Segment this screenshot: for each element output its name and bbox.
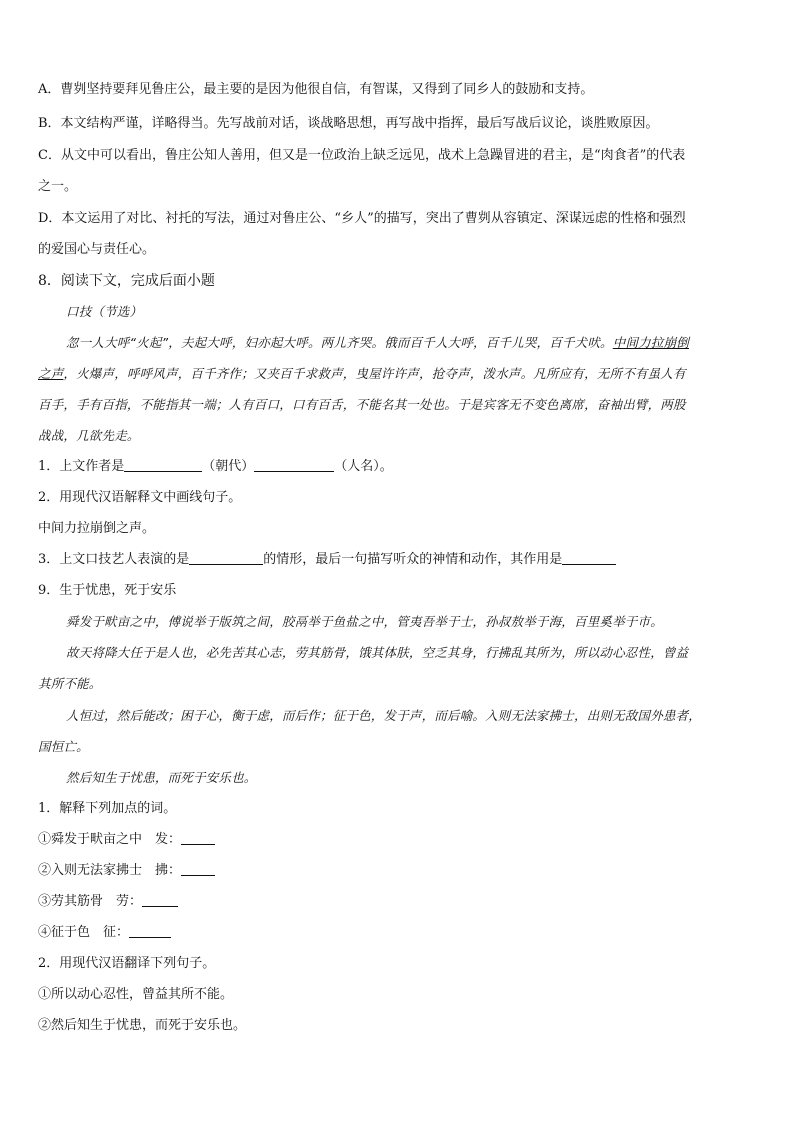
q8-sq1-dynasty-label: （朝代） — [202, 459, 255, 474]
answer-blank[interactable] — [142, 892, 178, 907]
q9-passage-p2-line2: 其所不能。 — [38, 676, 102, 691]
q9-sentence-1: ①所以动心忍性，曾益其所不能。 — [38, 987, 234, 1002]
q9-subquestion-1: 1．解释下列加点的词。 — [38, 801, 177, 816]
q9-word-1 — [38, 830, 215, 850]
q7-option-a: A．曹刿坚持要拜见鲁庄公，最主要的是因为他很自信，有智谋，又得到了同乡人的鼓励和支持。 — [38, 82, 594, 97]
q9-word-2 — [38, 861, 215, 881]
q8-passage-title: 口技（节选） — [66, 304, 143, 319]
q7-option-d-line2: 的爱国心与责任心。 — [38, 242, 156, 257]
q8-passage-line3: 百手，手有百指，不能指其一端；人有百口，口有百舌，不能名其一处也。于是宾客无不变色离席，奋袖出臂，两股 — [38, 397, 686, 412]
q7-option-d-line1: D．本文运用了对比、衬托的写法，通过对鲁庄公、“乡人”的描写，突出了曹刿从容镇定、深谋远虑的性格和强烈 — [38, 211, 686, 226]
q8-subquestion-2: 2．用现代汉语解释文中画线句子。 — [38, 490, 242, 505]
q8-passage-text: ，火爆声，呼呼风声，百千齐作；又夹百千求救声，曳屋许许声，抢夺声，泼水声。凡所应有，无所不有虽人有 — [63, 366, 686, 381]
q8-passage-line1 — [66, 333, 689, 353]
q8-passage-line4: 战战，几欲先走。 — [38, 428, 140, 443]
q9-passage-p1: 舜发于畎亩之中，傅说举于版筑之间，胶鬲举于鱼盐之中，管夷吾举于士，孙叔敖举于海，百里奚举于市。 — [66, 614, 663, 629]
q8-sq3-text: 3．上文口技艺人表演的是 — [38, 552, 190, 567]
q8-passage-text: 忽一人大呼“火起”，夫起大呼，妇亦起大呼。两儿齐哭。俄而百千人大呼，百千儿哭，百千犬吠。 — [66, 335, 613, 350]
q9-word-4-text: ④征于色 征： — [38, 925, 130, 940]
q9-word-1-text: ①舜发于畎亩之中 发： — [38, 832, 182, 847]
q9-passage-p3-line1: 人恒过，然后能改；困于心，衡于虑，而后作；征于色，发于声，而后喻。入则无法家拂士，出则无敌国外患者， — [66, 708, 702, 723]
q9-passage-p2-line1: 故天将降大任于是人也，必先苦其心志，劳其筋骨，饿其体肤，空乏其身，行拂乱其所为，所以动心忍性，曾益 — [66, 645, 689, 660]
answer-blank[interactable] — [562, 550, 616, 565]
q9-word-4 — [38, 923, 171, 943]
q9-word-2-text: ②入则无法家拂士 拂： — [38, 863, 182, 878]
underlined-sentence: 中间力拉崩倒 — [612, 335, 689, 350]
q8-sq1-text: 1．上文作者是 — [38, 459, 125, 474]
q9-sentence-2: ②然后知生于忧患，而死于安乐也。 — [38, 1018, 247, 1033]
answer-blank[interactable] — [129, 923, 171, 938]
q8-title: 8．阅读下文，完成后面小题 — [38, 273, 215, 289]
answer-blank[interactable] — [124, 457, 202, 472]
q9-title: 9．生于忧患，死于安乐 — [38, 583, 177, 598]
q7-option-b: B．本文结构严谨，详略得当。先写战前对话，谈战略思想，再写战中指挥，最后写战后议论，谈胜败原因。 — [38, 116, 659, 131]
q8-sq3-text-2: 的情形，最后一句描写听众的神情和动作，其作用是 — [263, 552, 563, 567]
q8-subquestion-1 — [38, 457, 393, 477]
underlined-sentence-end: 之声 — [38, 366, 64, 381]
q8-subquestion-2-sentence: 中间力拉崩倒之声。 — [38, 521, 156, 536]
q8-sq1-author-label: （人名）。 — [334, 459, 393, 474]
q8-passage-line2 — [38, 364, 686, 384]
q9-passage-p3-line2: 国恒亡。 — [38, 739, 89, 754]
q9-passage-p4: 然后知生于忧患，而死于安乐也。 — [66, 770, 257, 785]
q7-option-c-line2: 之一。 — [38, 179, 78, 194]
q9-subquestion-2: 2．用现代汉语翻译下列句子。 — [38, 956, 216, 971]
q9-word-3-text: ③劳其筋骨 劳： — [38, 894, 143, 909]
q9-word-3 — [38, 892, 178, 912]
q7-option-c-line1: C．从文中可以看出，鲁庄公知人善用，但又是一位政治上缺乏远见，战术上急躁冒进的君主，是“肉食者”的代表 — [38, 148, 686, 163]
q8-subquestion-3 — [38, 550, 616, 570]
answer-blank[interactable] — [189, 550, 263, 565]
answer-blank[interactable] — [181, 830, 215, 845]
answer-blank[interactable] — [254, 457, 334, 472]
answer-blank[interactable] — [181, 861, 215, 876]
